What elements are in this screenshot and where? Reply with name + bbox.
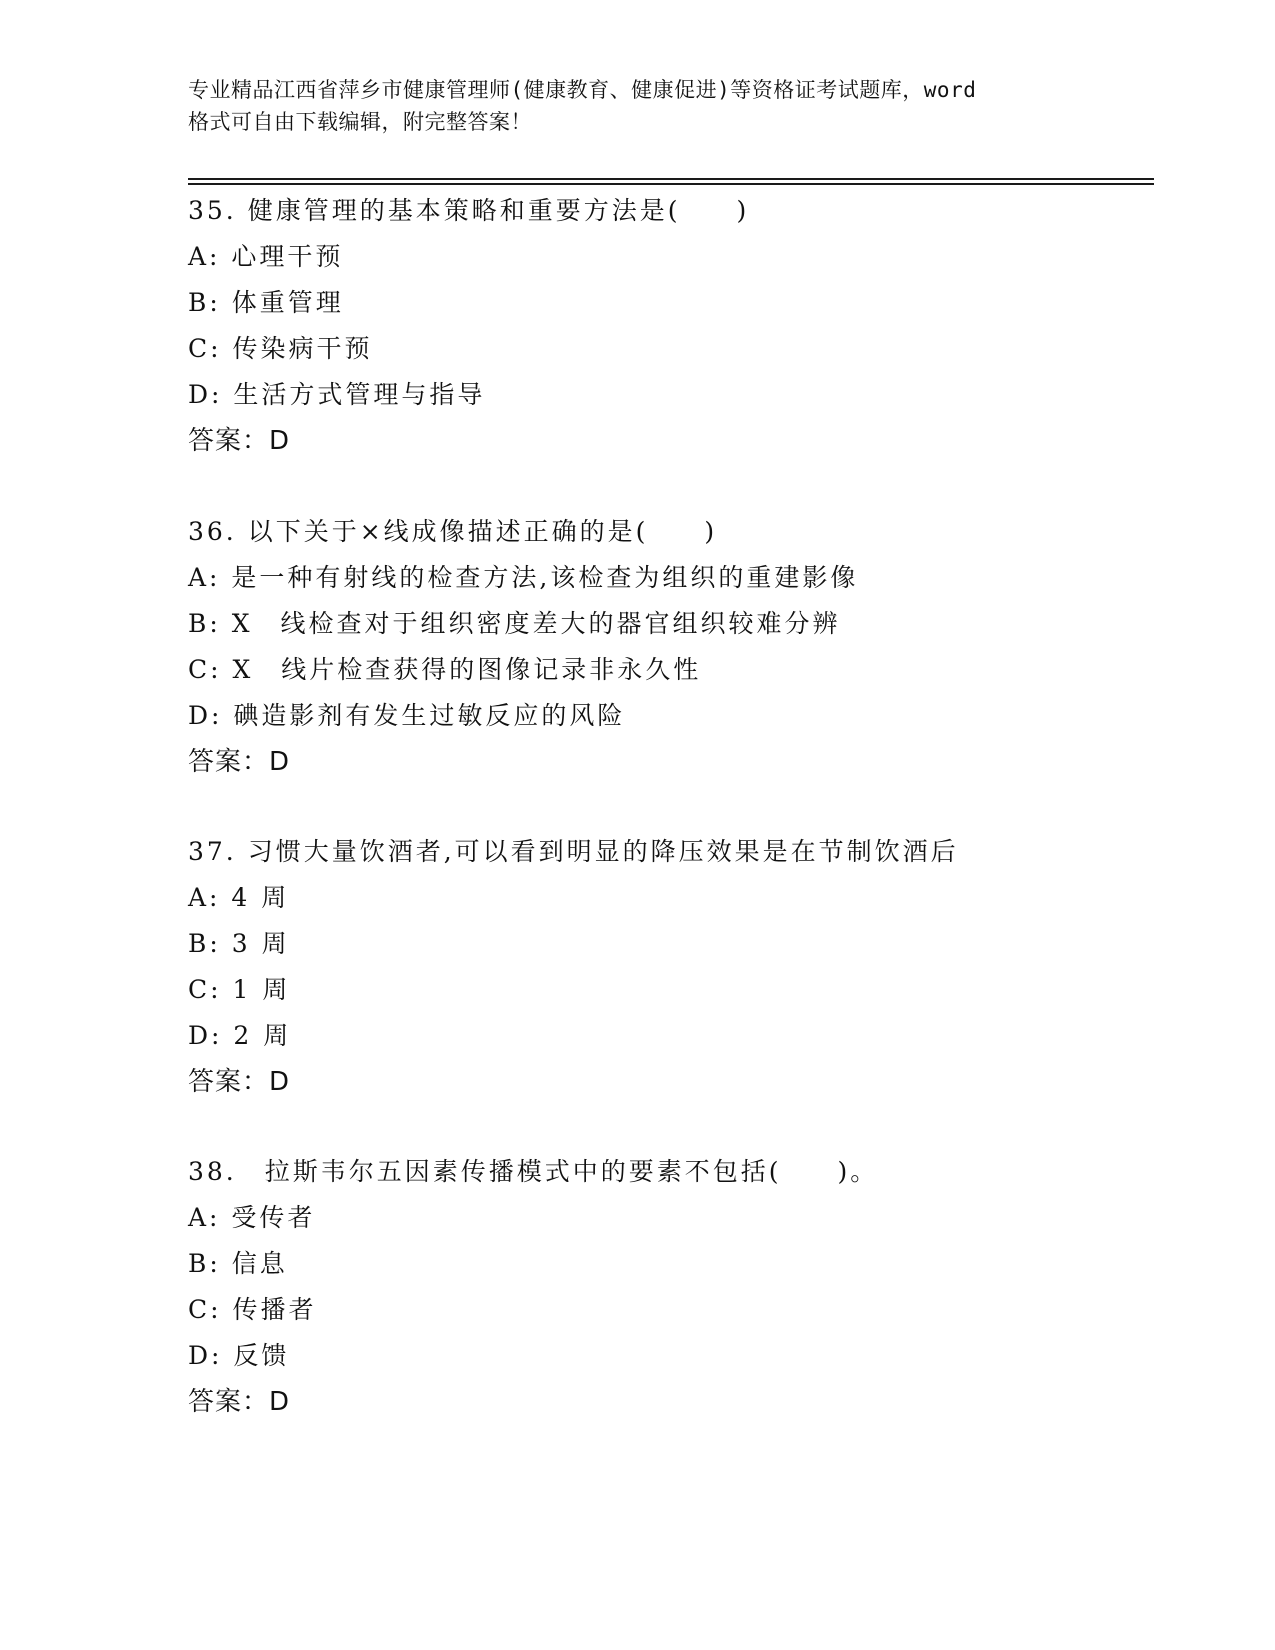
header-line-1: 专业精品江西省萍乡市健康管理师(健康教育、健康促进)等资格证考试题库，word [188,78,977,102]
option-d: D: 2 周 [188,1021,292,1050]
answer-line: 答案：D [188,747,291,777]
option-b: B: 体重管理 [188,288,344,317]
answer-line: 答案：D [188,1067,291,1097]
option-d: D: 反馈 [188,1341,290,1370]
option-b: B: 3 周 [188,929,290,958]
question-38 [188,1149,1148,1425]
question-37 [188,829,1148,1105]
header-divider-top [188,178,1154,180]
question-stem: 36. 以下关于×线成像描述正确的是( ) [188,517,718,546]
header-divider-bottom [188,183,1154,185]
question-35 [188,188,1148,464]
question-stem: 35. 健康管理的基本策略和重要方法是( ) [188,196,750,225]
option-b: B: 信息 [188,1249,288,1278]
option-a: A: 4 周 [188,883,290,912]
answer-line: 答案：D [188,426,291,456]
option-a: A: 心理干预 [188,242,344,271]
option-c: C: 传染病干预 [188,334,373,363]
option-c: C: 传播者 [188,1295,317,1324]
header-line-2: 格式可自由下载编辑，附完整答案！ [188,110,532,134]
question-36 [188,509,1148,785]
option-b: B: X 线检查对于组织密度差大的器官组织较难分辨 [188,609,841,638]
option-a: A: 受传者 [188,1203,316,1232]
document-header [188,74,1088,138]
option-d: D: 碘造影剂有发生过敏反应的风险 [188,701,626,730]
option-d: D: 生活方式管理与指导 [188,380,486,409]
answer-line: 答案：D [188,1387,291,1417]
option-c: C: 1 周 [188,975,291,1004]
option-a: A: 是一种有射线的检查方法,该检查为组织的重建影像 [188,563,859,592]
question-stem: 37. 习惯大量饮酒者,可以看到明显的降压效果是在节制饮酒后 [188,837,959,866]
option-c: C: X 线片检查获得的图像记录非永久性 [188,655,702,684]
question-stem: 38. 拉斯韦尔五因素传播模式中的要素不包括( )。 [188,1157,879,1186]
